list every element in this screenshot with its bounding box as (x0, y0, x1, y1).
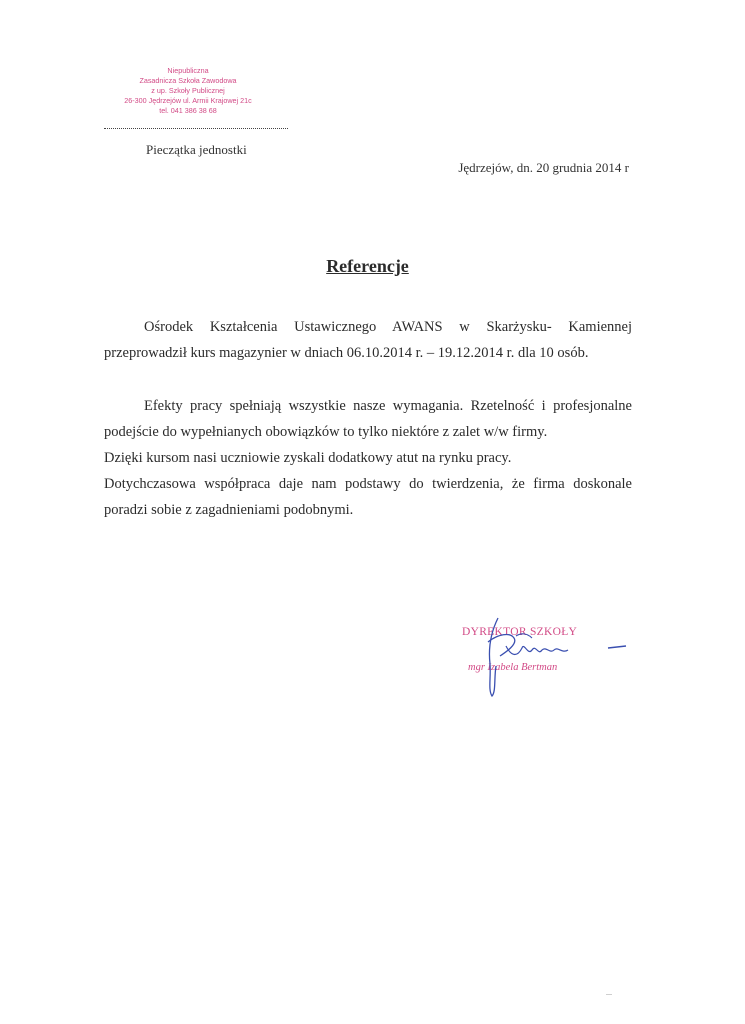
document-body (104, 314, 632, 523)
signature-name-stamp: mgr Izabela Bertman (468, 662, 558, 673)
signature-block (458, 612, 628, 702)
stamp-caption: Pieczątka jednostki (146, 142, 247, 157)
stamp-line: tel. 041 386 38 68 (159, 106, 217, 115)
paragraph-cooperation: Dotychczasowa współpraca daje nam podstawy do twierdzenia, że firma doskonale poradzi sobie z zagadnieniami podobnymi. (104, 476, 632, 518)
stamp-line: Zasadnicza Szkoła Zawodowa (139, 76, 237, 85)
stamp-line: z up. Szkoły Publicznej (151, 86, 225, 95)
signature-title-stamp: DYREKTOR SZKOŁY (462, 626, 578, 638)
stamp-line: Niepubliczna (167, 66, 209, 75)
stamp-line: 26-300 Jędrzejów ul. Armii Krajowej 21c (124, 96, 252, 105)
handwritten-signature-icon (458, 612, 628, 702)
paragraph-course: Ośrodek Kształcenia Ustawicznego AWANS w Skarżysku- Kamiennej przeprowadził kurs magazynier w dniach 06.10.2014 r. – 19.12.2014 r. dla 10 osób. (104, 319, 632, 361)
institution-stamp (88, 66, 288, 116)
scan-mark (606, 994, 612, 995)
document-date: Jędrzejów, dn. 20 grudnia 2014 r (458, 160, 629, 175)
paragraph-advantage: Dzięki kursom nasi uczniowie zyskali dodatkowy atut na rynku pracy. (104, 450, 512, 466)
stamp-dotted-line (104, 128, 288, 130)
document-title: Referencje (326, 256, 409, 276)
paragraph-effects: Efekty pracy spełniają wszystkie nasze wymagania. Rzetelność i profesjonalne podejście do wypełnianych obowiązków to tylko niektóre z zalet w/w firmy. (104, 398, 632, 440)
